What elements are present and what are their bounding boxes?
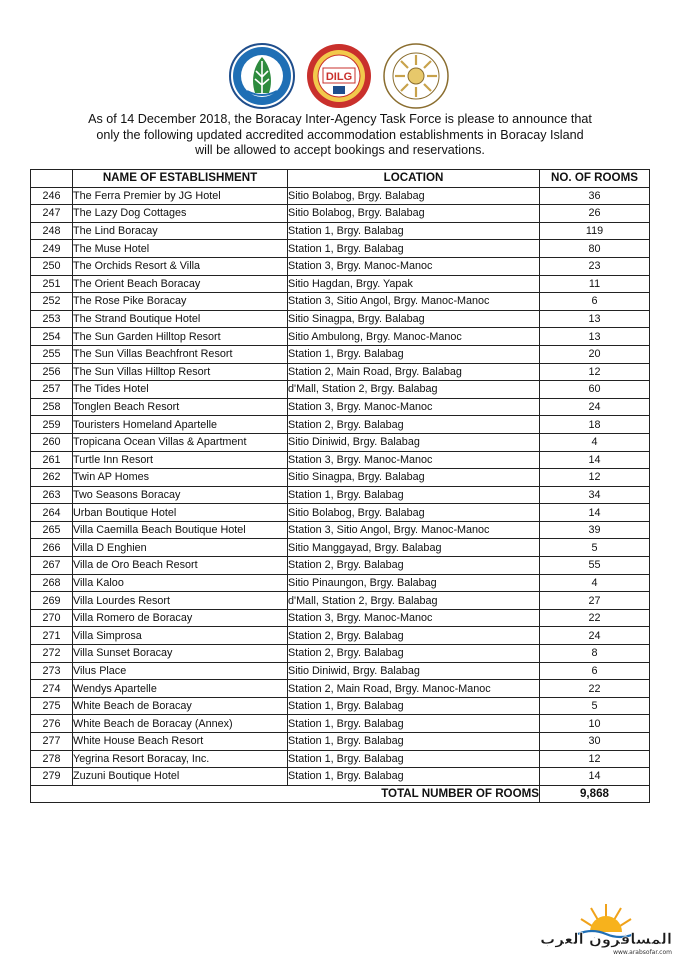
establishment-name: White Beach de Boracay (Annex): [73, 715, 288, 733]
room-count: 12: [540, 363, 650, 381]
row-number: 264: [31, 504, 73, 522]
establishment-location: Sitio Bolabog, Brgy. Balabag: [288, 205, 540, 223]
table-row: [31, 398, 650, 416]
room-count: 119: [540, 222, 650, 240]
establishment-location: Station 2, Brgy. Balabag: [288, 645, 540, 663]
establishment-location: Sitio Diniwid, Brgy. Balabag: [288, 433, 540, 451]
header-rooms: NO. OF ROOMS: [540, 170, 650, 188]
table-row: [31, 697, 650, 715]
room-count: 55: [540, 557, 650, 575]
establishment-location: Station 3, Brgy. Manoc-Manoc: [288, 609, 540, 627]
room-count: 39: [540, 521, 650, 539]
establishment-name: The Lazy Dog Cottages: [73, 205, 288, 223]
room-count: 5: [540, 539, 650, 557]
establishment-location: Sitio Bolabog, Brgy. Balabag: [288, 187, 540, 205]
establishment-location: Sitio Pinaungon, Brgy. Balabag: [288, 574, 540, 592]
room-count: 24: [540, 627, 650, 645]
row-number: 250: [31, 257, 73, 275]
establishment-location: d'Mall, Station 2, Brgy. Balabag: [288, 592, 540, 610]
room-count: 80: [540, 240, 650, 258]
room-count: 6: [540, 293, 650, 311]
row-number: 252: [31, 293, 73, 311]
row-number: 277: [31, 733, 73, 751]
establishment-location: Station 3, Sitio Angol, Brgy. Manoc-Manoc: [288, 521, 540, 539]
establishment-name: The Orchids Resort & Villa: [73, 257, 288, 275]
table-header-row: [31, 170, 650, 188]
establishment-name: Villa Lourdes Resort: [73, 592, 288, 610]
table-row: [31, 345, 650, 363]
row-number: 265: [31, 521, 73, 539]
establishment-location: Sitio Sinagpa, Brgy. Balabag: [288, 310, 540, 328]
establishment-name: Two Seasons Boracay: [73, 486, 288, 504]
row-number: 271: [31, 627, 73, 645]
table-row: [31, 433, 650, 451]
table-row: [31, 662, 650, 680]
establishment-location: Sitio Diniwid, Brgy. Balabag: [288, 662, 540, 680]
establishment-name: Villa Kaloo: [73, 574, 288, 592]
row-number: 270: [31, 609, 73, 627]
table-row: [31, 416, 650, 434]
establishment-location: Station 1, Brgy. Balabag: [288, 768, 540, 786]
header-name: NAME OF ESTABLISHMENT: [73, 170, 288, 188]
row-number: 246: [31, 187, 73, 205]
establishment-location: Station 1, Brgy. Balabag: [288, 345, 540, 363]
room-count: 24: [540, 398, 650, 416]
table-row: [31, 557, 650, 575]
announcement-line-2: only the following updated accredited accommodation establishments in Boracay Island: [96, 127, 584, 142]
row-number: 258: [31, 398, 73, 416]
establishment-name: Villa Simprosa: [73, 627, 288, 645]
table-row: [31, 592, 650, 610]
table-row: [31, 310, 650, 328]
total-label: TOTAL NUMBER OF ROOMS: [31, 785, 540, 803]
row-number: 247: [31, 205, 73, 223]
establishment-location: Sitio Sinagpa, Brgy. Balabag: [288, 469, 540, 487]
establishment-name: Villa D Enghien: [73, 539, 288, 557]
establishment-location: Sitio Hagdan, Brgy. Yapak: [288, 275, 540, 293]
room-count: 26: [540, 205, 650, 223]
establishment-name: Touristers Homeland Apartelle: [73, 416, 288, 434]
table-row: [31, 469, 650, 487]
table-row: [31, 750, 650, 768]
establishment-location: Station 2, Main Road, Brgy. Balabag: [288, 363, 540, 381]
establishment-location: Station 1, Brgy. Balabag: [288, 697, 540, 715]
table-row: [31, 451, 650, 469]
row-number: 251: [31, 275, 73, 293]
establishment-name: Turtle Inn Resort: [73, 451, 288, 469]
row-number: 272: [31, 645, 73, 663]
room-count: 14: [540, 504, 650, 522]
establishment-name: Twin AP Homes: [73, 469, 288, 487]
row-number: 249: [31, 240, 73, 258]
establishment-name: The Tides Hotel: [73, 381, 288, 399]
room-count: 14: [540, 768, 650, 786]
row-number: 279: [31, 768, 73, 786]
establishment-name: The Rose Pike Boracay: [73, 293, 288, 311]
establishment-name: Wendys Apartelle: [73, 680, 288, 698]
row-number: 256: [31, 363, 73, 381]
table-row: [31, 328, 650, 346]
table-row: [31, 733, 650, 751]
row-number: 278: [31, 750, 73, 768]
row-number: 276: [31, 715, 73, 733]
row-number: 259: [31, 416, 73, 434]
row-number: 262: [31, 469, 73, 487]
watermark-text: المسافرون العرب: [540, 930, 672, 948]
denr-seal-icon: [229, 41, 295, 111]
logo-bar: [0, 41, 679, 111]
row-number: 253: [31, 310, 73, 328]
establishment-name: White Beach de Boracay: [73, 697, 288, 715]
row-number: 273: [31, 662, 73, 680]
establishment-name: Zuzuni Boutique Hotel: [73, 768, 288, 786]
establishment-name: Yegrina Resort Boracay, Inc.: [73, 750, 288, 768]
establishment-location: Sitio Ambulong, Brgy. Manoc-Manoc: [288, 328, 540, 346]
establishment-location: Station 1, Brgy. Balabag: [288, 733, 540, 751]
establishment-location: Station 1, Brgy. Balabag: [288, 750, 540, 768]
row-number: 266: [31, 539, 73, 557]
establishment-name: Villa Romero de Boracay: [73, 609, 288, 627]
establishment-location: Sitio Bolabog, Brgy. Balabag: [288, 504, 540, 522]
row-number: 257: [31, 381, 73, 399]
establishment-name: Villa Sunset Boracay: [73, 645, 288, 663]
dot-seal-icon: [383, 41, 449, 111]
row-number: 248: [31, 222, 73, 240]
table-row: [31, 486, 650, 504]
table-row: [31, 574, 650, 592]
establishment-location: Station 1, Brgy. Balabag: [288, 715, 540, 733]
table-row: [31, 187, 650, 205]
row-number: 269: [31, 592, 73, 610]
announcement-line-3: will be allowed to accept bookings and reservations.: [195, 143, 485, 157]
accreditation-table: [30, 169, 650, 803]
table-row: [31, 222, 650, 240]
row-number: 260: [31, 433, 73, 451]
establishment-location: Station 3, Brgy. Manoc-Manoc: [288, 257, 540, 275]
table-row: [31, 240, 650, 258]
establishment-name: Villa Caemilla Beach Boutique Hotel: [73, 521, 288, 539]
room-count: 18: [540, 416, 650, 434]
table-row: [31, 257, 650, 275]
room-count: 20: [540, 345, 650, 363]
establishment-name: White House Beach Resort: [73, 733, 288, 751]
establishment-name: The Lind Boracay: [73, 222, 288, 240]
table-row: [31, 645, 650, 663]
room-count: 13: [540, 328, 650, 346]
establishment-name: Tonglen Beach Resort: [73, 398, 288, 416]
establishment-location: d'Mall, Station 2, Brgy. Balabag: [288, 381, 540, 399]
total-row: [31, 785, 650, 803]
room-count: 23: [540, 257, 650, 275]
room-count: 10: [540, 715, 650, 733]
establishment-name: The Strand Boutique Hotel: [73, 310, 288, 328]
room-count: 34: [540, 486, 650, 504]
establishment-location: Station 1, Brgy. Balabag: [288, 486, 540, 504]
establishment-name: Vilus Place: [73, 662, 288, 680]
room-count: 13: [540, 310, 650, 328]
room-count: 8: [540, 645, 650, 663]
room-count: 5: [540, 697, 650, 715]
establishment-name: The Muse Hotel: [73, 240, 288, 258]
room-count: 22: [540, 609, 650, 627]
establishment-location: Station 2, Main Road, Brgy. Manoc-Manoc: [288, 680, 540, 698]
establishment-location: Station 1, Brgy. Balabag: [288, 240, 540, 258]
dilg-seal-text: DILG: [325, 71, 353, 83]
row-number: 268: [31, 574, 73, 592]
announcement-line-1: As of 14 December 2018, the Boracay Inter-Agency Task Force is please to announce that: [88, 112, 592, 126]
room-count: 12: [540, 750, 650, 768]
table-row: [31, 293, 650, 311]
room-count: 60: [540, 381, 650, 399]
room-count: 14: [540, 451, 650, 469]
establishment-location: Station 2, Brgy. Balabag: [288, 416, 540, 434]
establishment-location: Station 2, Brgy. Balabag: [288, 557, 540, 575]
establishment-name: Villa de Oro Beach Resort: [73, 557, 288, 575]
row-number: 255: [31, 345, 73, 363]
table-row: [31, 609, 650, 627]
establishment-location: Station 2, Brgy. Balabag: [288, 627, 540, 645]
room-count: 4: [540, 574, 650, 592]
establishment-location: Sitio Manggayad, Brgy. Balabag: [288, 539, 540, 557]
room-count: 22: [540, 680, 650, 698]
header-number: [31, 170, 73, 188]
establishment-location: Station 1, Brgy. Balabag: [288, 222, 540, 240]
room-count: 27: [540, 592, 650, 610]
announcement-text: [60, 112, 620, 159]
table-row: [31, 768, 650, 786]
room-count: 36: [540, 187, 650, 205]
room-count: 6: [540, 662, 650, 680]
row-number: 267: [31, 557, 73, 575]
watermark-url: www.arabsofar.com: [613, 949, 672, 956]
table-row: [31, 381, 650, 399]
row-number: 263: [31, 486, 73, 504]
table-row: [31, 205, 650, 223]
room-count: 12: [540, 469, 650, 487]
establishment-name: The Orient Beach Boracay: [73, 275, 288, 293]
establishment-name: The Sun Villas Hilltop Resort: [73, 363, 288, 381]
row-number: 275: [31, 697, 73, 715]
room-count: 4: [540, 433, 650, 451]
table-row: [31, 363, 650, 381]
table-row: [31, 715, 650, 733]
establishment-name: The Sun Villas Beachfront Resort: [73, 345, 288, 363]
establishment-name: Tropicana Ocean Villas & Apartment: [73, 433, 288, 451]
total-value: 9,868: [540, 785, 650, 803]
establishment-location: Station 3, Brgy. Manoc-Manoc: [288, 398, 540, 416]
establishment-location: Station 3, Sitio Angol, Brgy. Manoc-Manoc: [288, 293, 540, 311]
table-row: [31, 627, 650, 645]
establishment-name: The Sun Garden Hilltop Resort: [73, 328, 288, 346]
establishment-location: Station 3, Brgy. Manoc-Manoc: [288, 451, 540, 469]
row-number: 254: [31, 328, 73, 346]
table-row: [31, 539, 650, 557]
room-count: 11: [540, 275, 650, 293]
room-count: 30: [540, 733, 650, 751]
row-number: 274: [31, 680, 73, 698]
watermark: [540, 900, 674, 956]
establishment-name: Urban Boutique Hotel: [73, 504, 288, 522]
table-row: [31, 521, 650, 539]
table-body: [31, 187, 650, 785]
sun-wave-logo-icon: [540, 900, 674, 956]
establishment-name: The Ferra Premier by JG Hotel: [73, 187, 288, 205]
dilg-seal-icon: [306, 41, 372, 111]
table-row: [31, 275, 650, 293]
table-row: [31, 504, 650, 522]
header-location: LOCATION: [288, 170, 540, 188]
table-row: [31, 680, 650, 698]
row-number: 261: [31, 451, 73, 469]
